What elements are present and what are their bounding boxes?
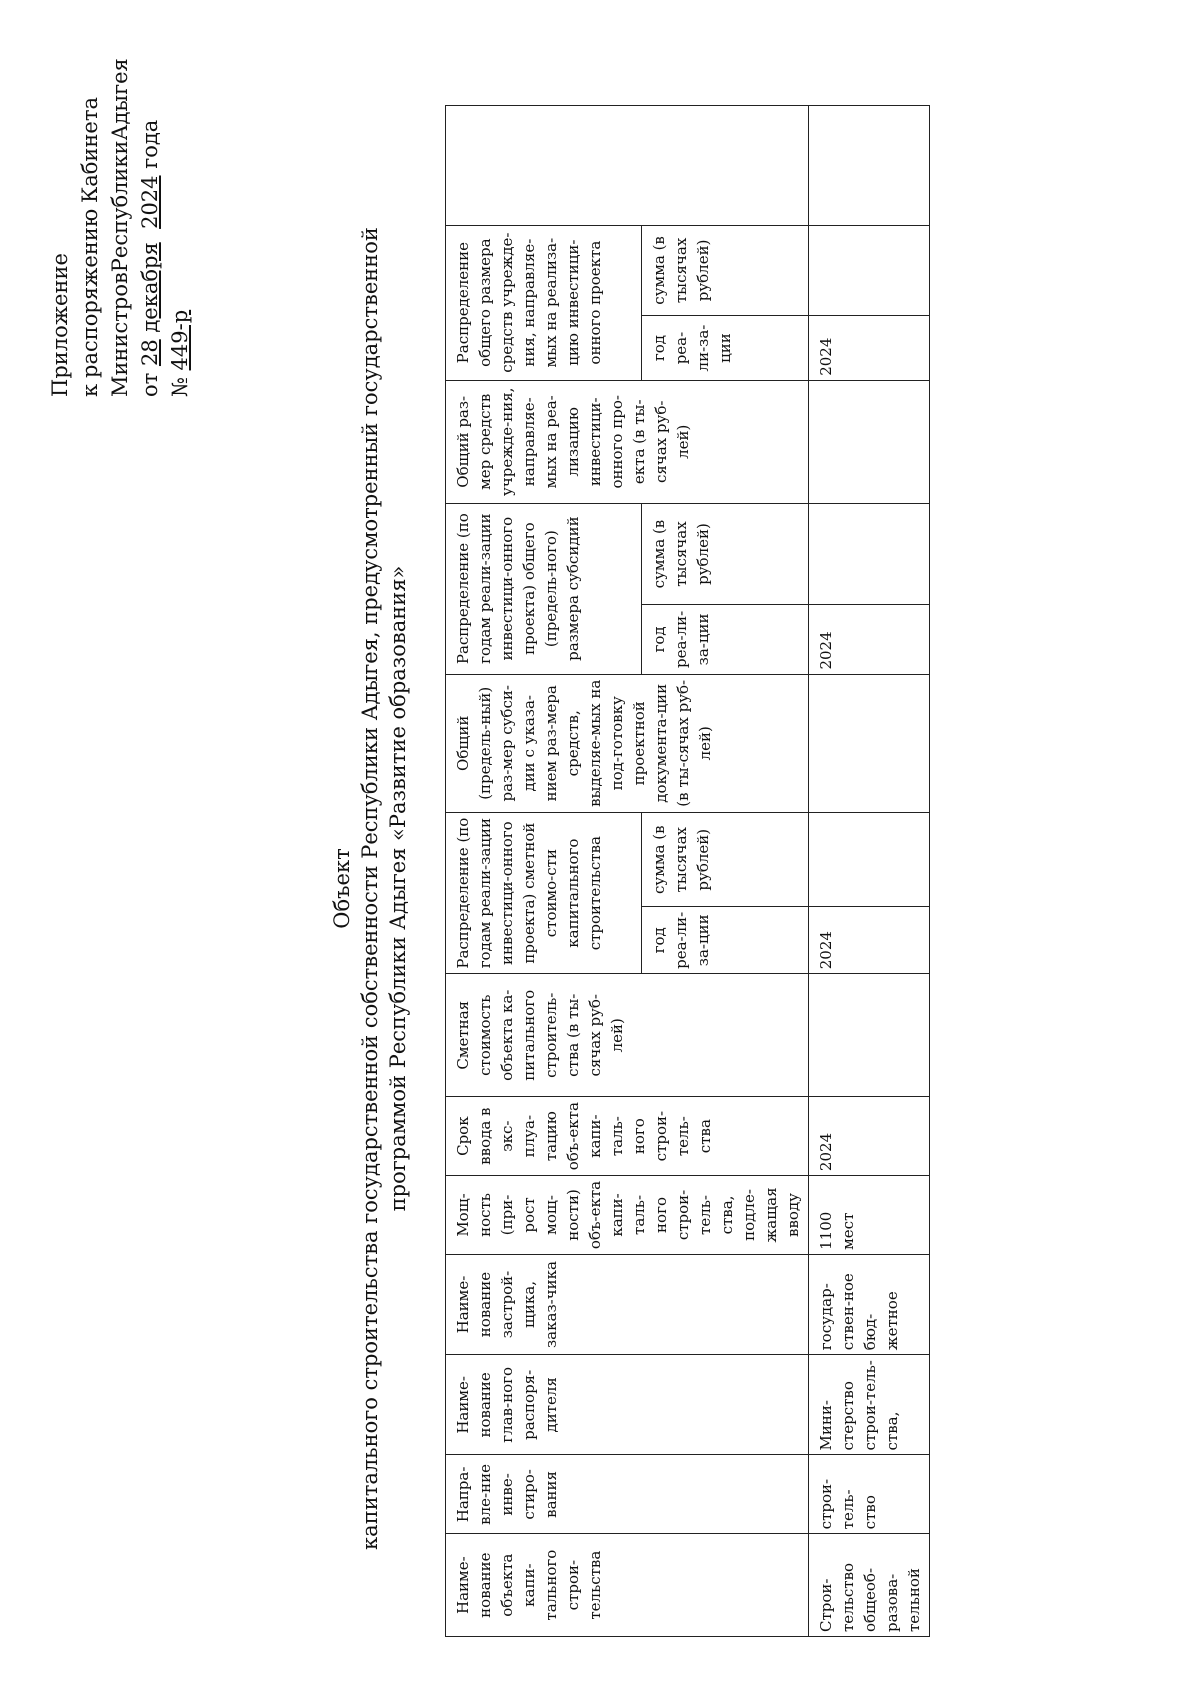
subheader-cost-year: год реа-ли-за-ции bbox=[641, 907, 808, 974]
cell-object-name: Строи-тельство общеоб-разова-тельной bbox=[809, 1534, 930, 1637]
capital-objects-table bbox=[445, 105, 930, 1637]
cell-institution-year: 2024 bbox=[809, 316, 930, 380]
table-header-row bbox=[446, 106, 642, 1637]
document-title bbox=[328, 140, 412, 1637]
header-subsidy-distribution: Распределение (по годам реали-зации инвестици-онного проекта) общего (предель-ного) размера субсидий bbox=[446, 503, 642, 674]
cell-subsidy-total bbox=[809, 674, 930, 813]
header-chief-manager: Наиме-нование глав-ного распоря-дителя bbox=[446, 1355, 809, 1455]
subheader-cost-sum: сумма (в тысячах рублей) bbox=[641, 813, 808, 907]
approval-line-1: Приложение bbox=[48, 253, 72, 397]
date-year-word: года bbox=[138, 119, 162, 169]
header-commissioning-term: Срок ввода в экс-плуа-тацию объ-екта капи-таль-ного строи-тель-ства bbox=[446, 1097, 809, 1176]
title-line-2: капитального строительства государственной собственности Республики Адыгея, предусмотренный государственной bbox=[358, 227, 382, 1550]
cell-institution-sum bbox=[809, 225, 930, 316]
header-developer: Наиме-нование застрой-щика, заказ-чика bbox=[446, 1254, 809, 1354]
cell-subsidy-sum bbox=[809, 503, 930, 605]
approval-line-2 bbox=[75, 97, 105, 397]
header-estimated-cost: Сметная стоимость объекта ка-питального строитель-ства (в ты-сячах руб-лей) bbox=[446, 974, 809, 1097]
cell-cost-year: 2024 bbox=[809, 907, 930, 974]
subheader-institution-year: год реа-ли-за-ции bbox=[641, 316, 808, 380]
date-prefix: от bbox=[138, 372, 162, 397]
approval-word: Адыгея bbox=[108, 58, 132, 141]
subheader-subsidy-year: год реа-ли-за-ции bbox=[641, 605, 808, 674]
cell-developer: государ-ствен-ное бюд-жетное bbox=[809, 1254, 930, 1354]
approval-word: Республики bbox=[108, 140, 132, 273]
cell-empty-trailing bbox=[809, 106, 930, 226]
approval-word: Министров bbox=[108, 272, 132, 397]
approval-block bbox=[45, 58, 195, 397]
order-number: 449-р bbox=[168, 309, 192, 371]
cell-investment-direction: строи-тель-ство bbox=[809, 1455, 930, 1534]
cell-capacity: 1100 мест bbox=[809, 1176, 930, 1255]
header-capacity: Мощ-ность (при-рост мощ-ности) объ-екта капи-таль-ного строи-тель-ства, подле-жащая вводу bbox=[446, 1176, 809, 1255]
header-subsidy-total: Общий (предель-ный) раз-мер субси-дии с указа-нием раз-мера средств, выделяе-мых на под-готовку проектной документа-ции (в ты-сячах руб-лей) bbox=[446, 674, 809, 813]
date-year: 2024 bbox=[138, 175, 162, 229]
cell-commissioning-term: 2024 bbox=[809, 1097, 930, 1176]
cell-subsidy-year: 2024 bbox=[809, 605, 930, 674]
date-month: декабря bbox=[138, 242, 162, 333]
subheader-subsidy-sum: сумма (в тысячах рублей) bbox=[641, 503, 808, 605]
title-line-1: Объект bbox=[330, 848, 354, 929]
table-row bbox=[809, 106, 930, 1637]
approval-line-3 bbox=[105, 58, 135, 397]
approval-word: распоряжению bbox=[78, 208, 102, 378]
header-object-name: Наиме-нование объекта капи-тального строи-тельства bbox=[446, 1534, 809, 1637]
cell-cost-sum bbox=[809, 813, 930, 907]
header-investment-direction: Напра-вле-ние инве-стиро-вания bbox=[446, 1455, 809, 1534]
date-day: 28 bbox=[138, 339, 162, 367]
cell-chief-manager: Мини-стерство строи-тель-ства, bbox=[809, 1355, 930, 1455]
title-line-3: программой Республики Адыгея «Развитие образования» bbox=[386, 565, 410, 1212]
approval-word: Кабинета bbox=[78, 97, 102, 203]
header-institution-distribution: Распределение общего размера средств учрежде-ния, направляе-мых на реализа-цию инвестици-онного проекта bbox=[446, 225, 642, 380]
cell-estimated-cost bbox=[809, 974, 930, 1097]
subheader-institution-sum: сумма (в тысячах рублей) bbox=[641, 225, 808, 316]
cell-institution-total bbox=[809, 380, 930, 503]
approval-date-line bbox=[135, 97, 195, 397]
header-institution-total: Общий раз-мер средств учрежде-ния, направляе-мых на реа-лизацию инвестици-онного про-екта (в ты-сячах руб-лей) bbox=[446, 380, 809, 503]
approval-word: к bbox=[78, 383, 102, 397]
number-sign: № bbox=[168, 377, 192, 397]
header-empty-trailing bbox=[446, 106, 809, 226]
header-cost-distribution: Распределение (по годам реали-зации инвестици-онного проекта) сметной стоимо-сти капитального строительства bbox=[446, 813, 642, 974]
